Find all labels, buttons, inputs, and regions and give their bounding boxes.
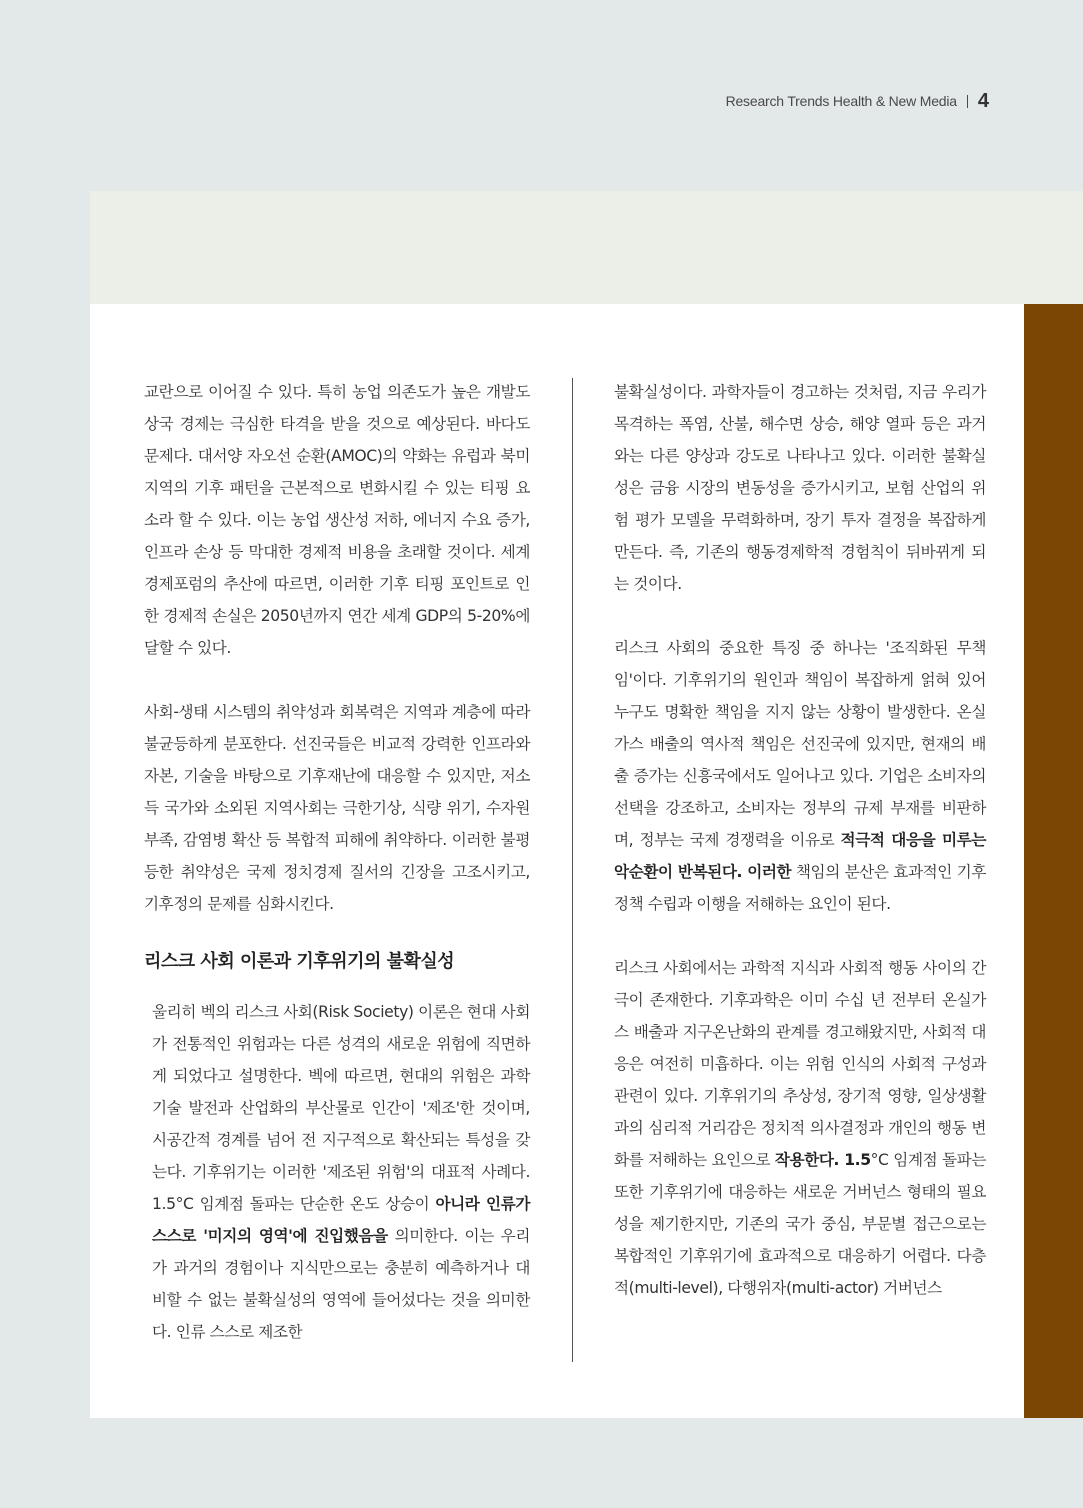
right-p2-bold: 적극적 대응을 미루는 악순환이 반복된다. 이러한 bbox=[614, 831, 987, 881]
left-p3-part-a: 울리히 벡의 리스크 사회(Risk Society) 이론은 현대 사회가 전통적인 위험과는 다른 성격의 새로운 위험에 직면하게 되었다고 설명한다. 벡에 따르면, 현대의 위험은 과학기술 발전과 산업화의 부산물로 인간이 '제조'한 것이며, 시공간적 경계를 넘어 전 지구적으로 확산되는 특성을 갖는다. 기후위기는 이러한 '제조된 위험'의 대표적 사례다. 1.5°C 임계점 돌파는 단순한 온도 상승이 bbox=[152, 1003, 530, 1213]
right-p2-part-a: 리스크 사회의 중요한 특징 중 하나는 '조직화된 무책임'이다. 기후위기의 원인과 책임이 복잡하게 얽혀 있어 누구도 명확한 책임을 지지 않는 상황이 발생한다. 온실가스 배출의 역사적 책임은 선진국에 있지만, 현재의 배출 증가는 신흥국에서도 일어나고 있다. 기업은 소비자의 선택을 강조하고, 소비자는 정부의 규제 부재를 비판하며, 정부는 국제 경쟁력을 이유로 bbox=[614, 639, 986, 849]
left-p3-bold: 아니라 인류가 스스로 '미지의 영역'에 진입했음을 bbox=[152, 1195, 530, 1245]
left-paragraph-1: 교란으로 이어질 수 있다. 특히 농업 의존도가 높은 개발도상국 경제는 극심한 타격을 받을 것으로 예상된다. 바다도 문제다. 대서양 자오선 순환(AMOC)의 약화는 유럽과 북미 지역의 기후 패턴을 근본적으로 변화시킬 수 있는 티핑 요소라 할 수 있다. 이는 농업 생산성 저하, 에너지 수요 증가, 인프라 손상 등 막대한 경제적 비용을 초래할 것이다. 세계경제포럼의 추산에 따르면, 이러한 기후 티핑 포인트로 인한 경제적 손실은 2050년까지 연간 세계 GDP의 5-20%에 달할 수 있다. bbox=[144, 383, 530, 657]
running-header bbox=[726, 90, 989, 112]
right-p3-part-b: °C 임계점 돌파는 또한 기후위기에 대응하는 새로운 거버넌스 형태의 필요성을 제기한지만, 기존의 국가 중심, 부문별 접근으로는 복합적인 기후위기에 효과적으로 대응하기 어렵다. 다층적(multi-level), 다행위자(multi-actor) 거버넌스 bbox=[614, 1151, 986, 1297]
page-number: 4 bbox=[977, 89, 989, 112]
left-p3-part-b: 의미한다. 이는 우리가 과거의 경험이나 지식만으로는 충분히 예측하거나 대비할 수 없는 불확실성의 영역에 들어섰다는 것을 의미한다. 인류 스스로 제조한 bbox=[152, 1227, 530, 1341]
right-p3-part-a: 리스크 사회에서는 과학적 지식과 사회적 행동 사이의 간극이 존재한다. 기후과학은 이미 수십 년 전부터 온실가스 배출과 지구온난화의 관계를 경고해왔지만, 사회적 대응은 여전히 미흡하다. 이는 위험 인식의 사회적 구성과 관련이 있다. 기후위기의 추상성, 장기적 영향, 일상생활과의 심리적 거리감은 정치적 의사결정과 개인의 행동 변화를 저해하는 요인으로 bbox=[614, 959, 986, 1169]
right-p2-part-b: 책임의 분산은 효과적인 기후 정책 수립과 이행을 저해하는 요인이 된다. bbox=[614, 863, 986, 913]
left-paragraph-2: 사회-생태 시스템의 취약성과 회복력은 지역과 계층에 따라 불균등하게 분포한다. 선진국들은 비교적 강력한 인프라와 자본, 기술을 바탕으로 기후재난에 대응할 수 있지만, 저소득 국가와 소외된 지역사회는 극한기상, 식량 위기, 수자원 부족, 감염병 확산 등 복합적 피해에 취약하다. 이러한 불평등한 취약성은 국제 정치경제 질서의 긴장을 고조시키고, 기후정의 문제를 심화시킨다. bbox=[144, 703, 530, 913]
column-divider bbox=[572, 378, 573, 1362]
section-heading: 리스크 사회 이론과 기후위기의 불확실성 bbox=[144, 951, 455, 972]
brown-sidebar-bar bbox=[1024, 304, 1083, 1418]
right-paragraph-2 bbox=[614, 632, 986, 920]
left-paragraph-3 bbox=[144, 996, 530, 1348]
right-p3-bold: 작용한다. 1.5 bbox=[774, 1151, 871, 1169]
top-band bbox=[90, 191, 1083, 304]
left-column bbox=[144, 376, 530, 1348]
header-separator bbox=[967, 95, 968, 108]
right-paragraph-3 bbox=[614, 952, 986, 1304]
journal-title: Research Trends Health & New Media bbox=[725, 93, 957, 109]
right-column bbox=[614, 376, 986, 1304]
right-paragraph-1: 불확실성이다. 과학자들이 경고하는 것처럼, 지금 우리가 목격하는 폭염, 산불, 해수면 상승, 해양 열파 등은 과거와는 다른 양상과 강도로 나타나고 있다. 이러한 불확실성은 금융 시장의 변동성을 증가시키고, 보험 산업의 위험 평가 모델을 무력화하며, 장기 투자 결정을 복잡하게 만든다. 즉, 기존의 행동경제학적 경험칙이 뒤바뀌게 되는 것이다. bbox=[614, 383, 986, 593]
